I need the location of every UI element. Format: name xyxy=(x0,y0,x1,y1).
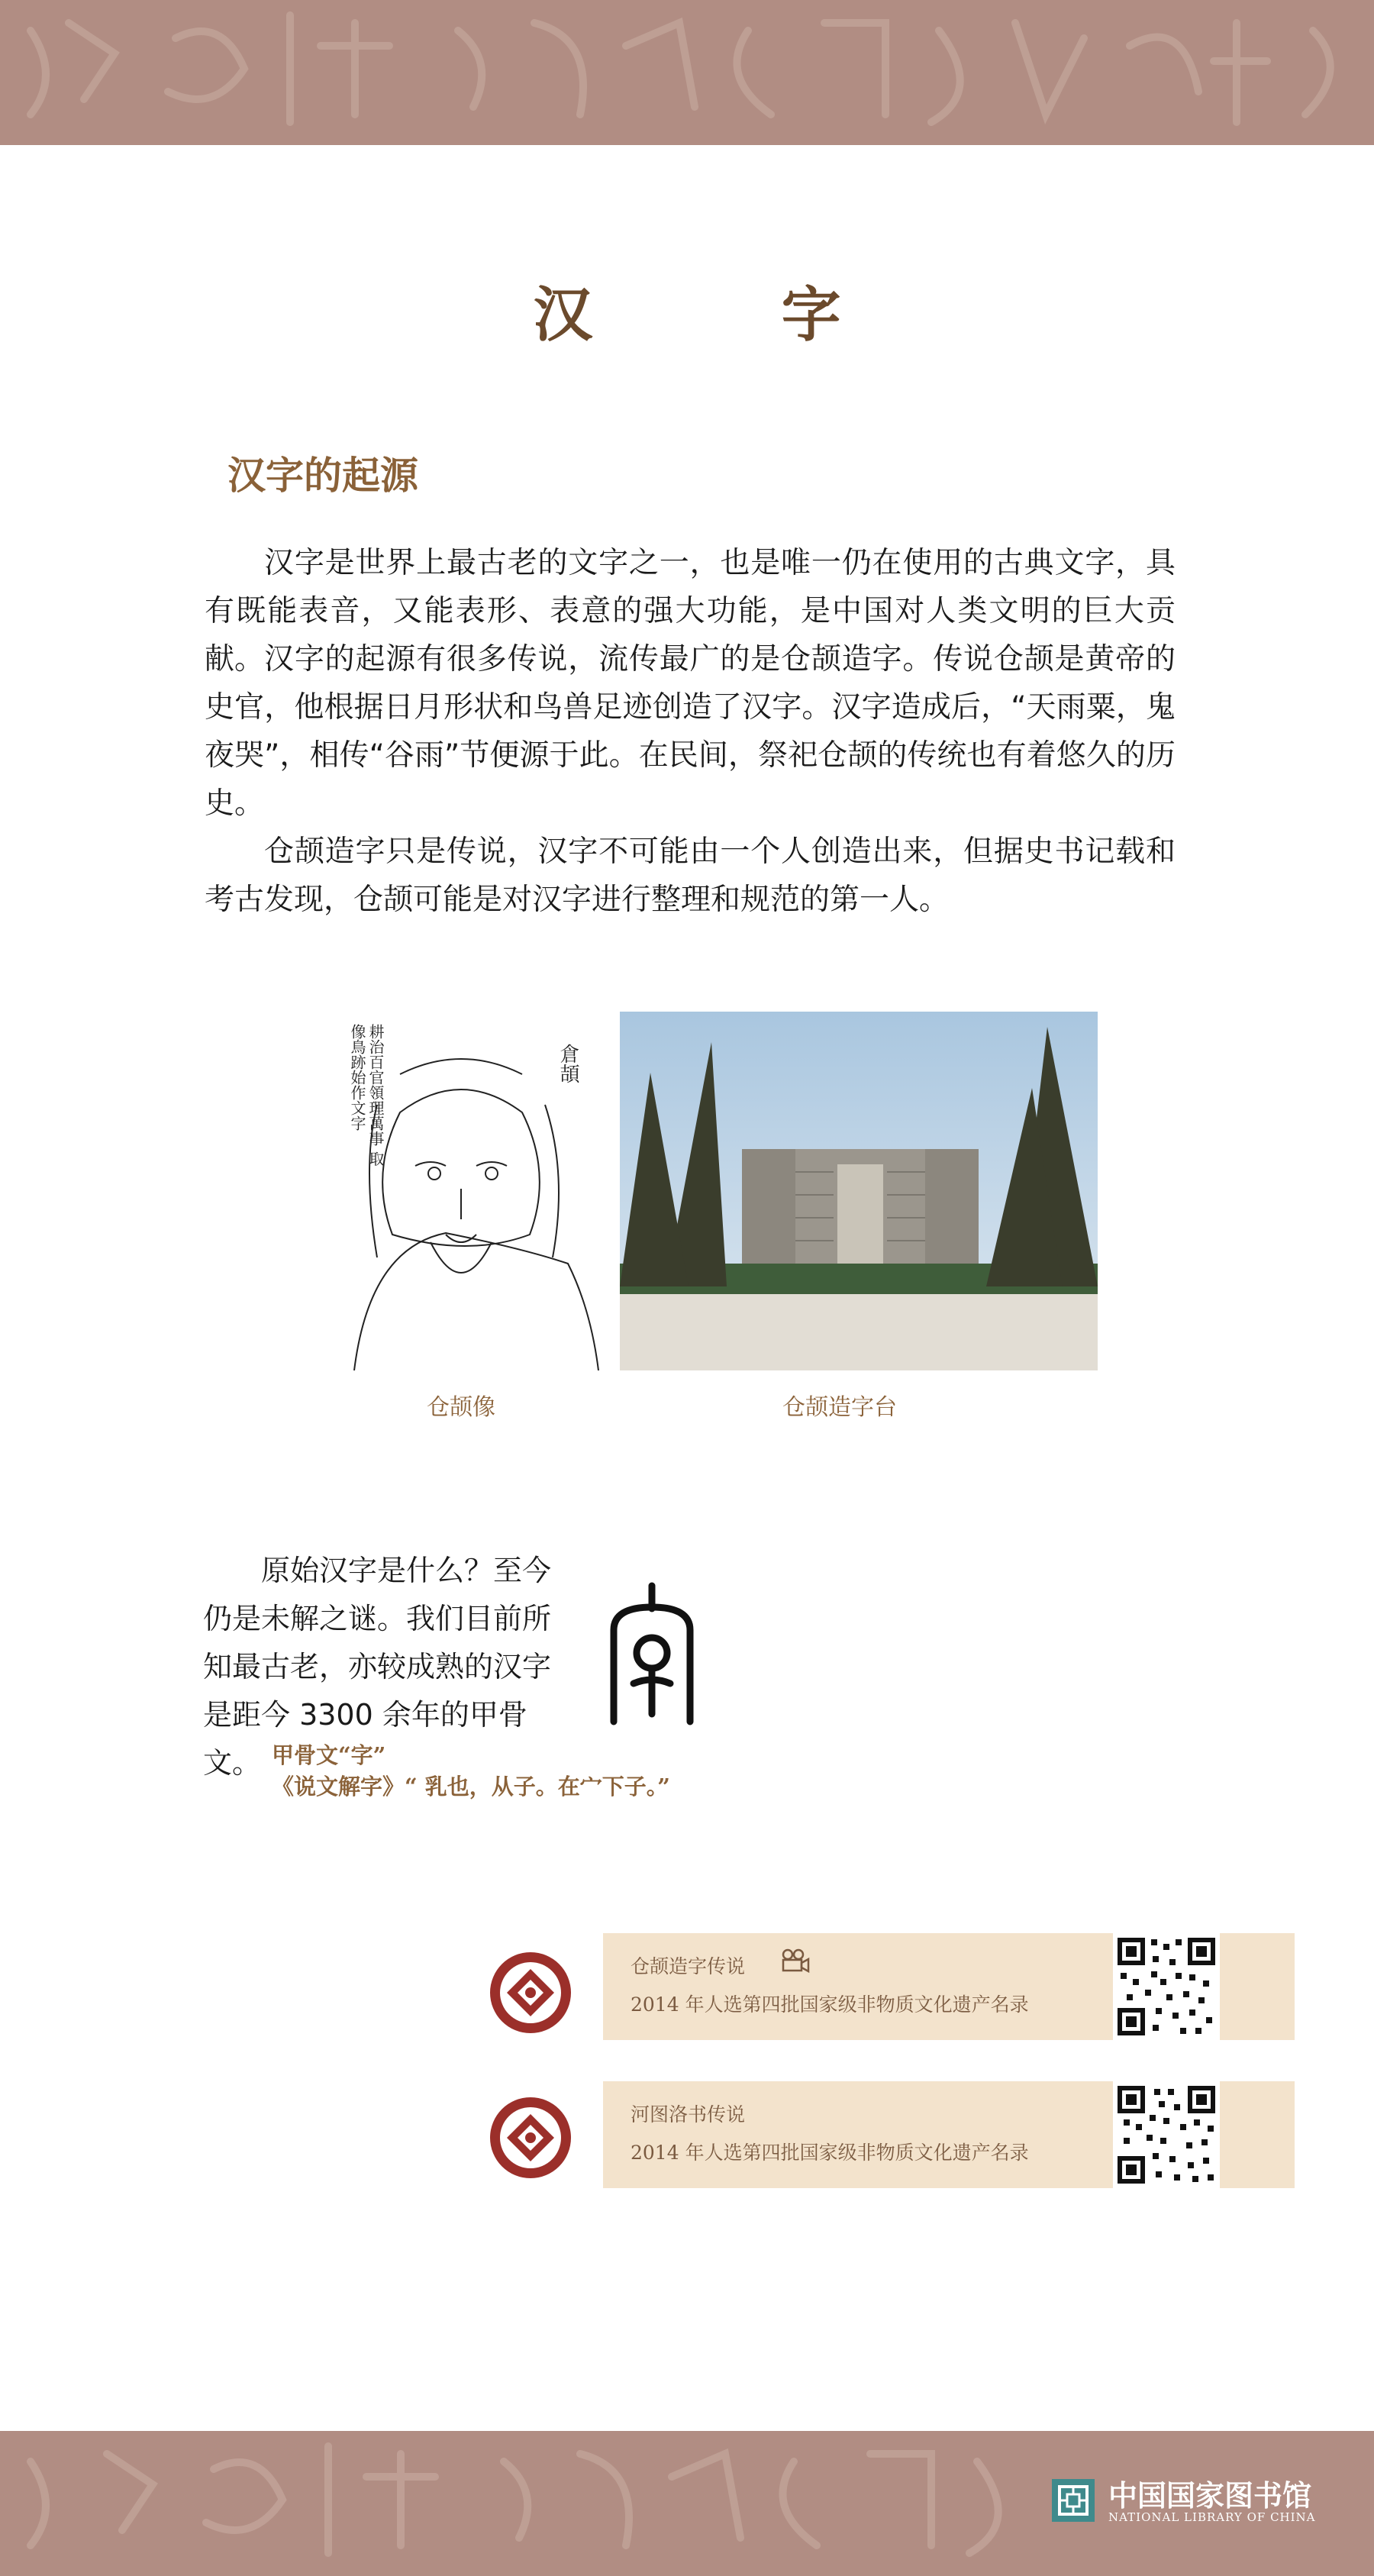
heritage-card-1-title: 仓颉造字传说 xyxy=(631,1955,746,1977)
heritage-card-2[interactable] xyxy=(603,2081,1295,2188)
portrait-inscription: 耕治百官領理萬事 取像鳥跡始作文字 xyxy=(348,1024,385,1167)
svg-text:倉頡: 倉頡 xyxy=(556,1044,579,1083)
library-name-en: NATIONAL LIBRARY OF CHINA xyxy=(1108,2510,1316,2524)
heritage-card-2-title: 河图洛书传说 xyxy=(631,2103,746,2126)
platform-caption: 仓颉造字台 xyxy=(782,1394,897,1421)
paragraph-1: 汉字是世界上最古老的文字之一，也是唯一仍在使用的古典文字，具有既能表音，又能表形、表意的强大功能，是中国对人类文明的巨大贡献。 xyxy=(205,546,1176,676)
library-name-cn: 中国国家图书馆 xyxy=(1108,2478,1312,2513)
oracle-bone-zi-glyph-icon xyxy=(603,1577,702,1729)
oracle-paragraph: 原始汉字是什么？至今仍是未解之谜。我们目前所知最古老，亦较成熟的汉字是距今 3300 余年的甲骨文。 xyxy=(203,1554,552,1780)
top-decorative-band xyxy=(0,0,1374,145)
intangible-heritage-seal-icon xyxy=(489,1951,572,2035)
calligraphy-pattern-icon xyxy=(0,0,1374,145)
paragraph-2: 汉字的起源有很多传说，流传最广的是仓颉造字。传说仓颉是黄帝的史官，他根据日月形状和鸟兽足迹创造了汉字。汉字造成后，“天雨粟，鬼夜哭”，相传“谷雨”节便源于此。在民间，祭祀仓颉的传统也有着悠久的历史。 xyxy=(205,642,1176,821)
oracle-caption-line2: 《说文解字》“ 乳也，从子。在宀下子。” xyxy=(272,1774,670,1800)
cangjie-platform-image xyxy=(620,1012,1098,1370)
platform-photo-icon xyxy=(620,1012,1098,1370)
qr-code-icon[interactable] xyxy=(1113,2081,1220,2188)
qr-code-icon[interactable] xyxy=(1113,1933,1220,2040)
national-library-logo-icon xyxy=(1050,2478,1096,2523)
heritage-card-2-subtitle: 2014 年人选第四批国家级非物质文化遗产名录 xyxy=(631,2142,1029,2164)
portrait-caption: 仓颉像 xyxy=(427,1394,495,1421)
heritage-card-1-subtitle: 2014 年人选第四批国家级非物质文化遗产名录 xyxy=(631,1993,1029,2016)
oracle-caption-line1: 甲骨文“字” xyxy=(272,1742,386,1768)
heritage-card-1[interactable] xyxy=(603,1933,1295,2040)
page-title: 汉 字 xyxy=(533,280,925,350)
cangjie-portrait-image xyxy=(308,1013,611,1370)
intangible-heritage-seal-icon xyxy=(489,2096,572,2180)
paragraph-3: 仓颉造字只是传说，汉字不可能由一个人创造出来，但据史书记载和考古发现，仓颉可能是对汉字进行整理和规范的第一人。 xyxy=(205,834,1176,917)
video-camera-icon[interactable] xyxy=(780,1948,811,1974)
section-heading: 汉字的起源 xyxy=(227,453,418,498)
